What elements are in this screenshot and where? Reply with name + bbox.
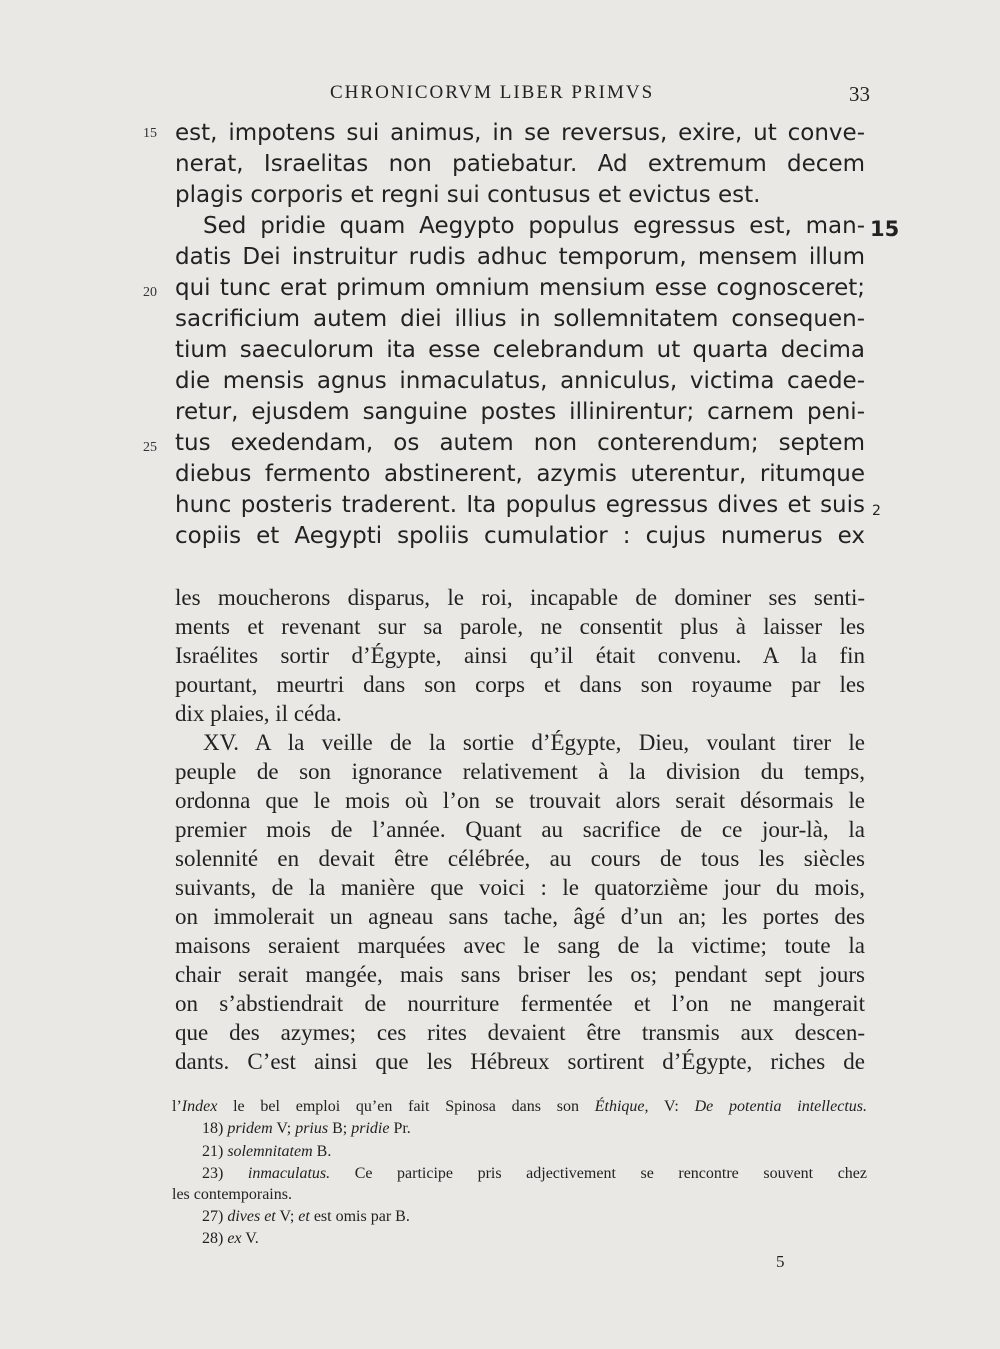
french-line: dants. C’est ainsi que les Hébreux sortirent d’Égypte, riches de [175,1049,865,1074]
folio-margin-mark: 2 [872,503,881,519]
french-line: dix plaies, il céda. [175,701,342,726]
footnote-line: l’Index le bel emploi qu’en fait Spinosa dans son Éthique, V: De potentia intellectus. [172,1098,868,1115]
page-number: 33 [849,82,870,106]
signature-mark: 5 [776,1252,785,1271]
french-line: Israélites sortir d’Égypte, ainsi qu’il était convenu. A la fin [175,643,865,668]
line-number-20: 20 [143,285,157,300]
latin-line: die mensis agnus inmaculatus, anniculus, victima caede- [175,368,865,394]
latin-line: tium saeculorum ita esse celebrandum ut quarta decima [175,337,865,363]
footnote-27: 27) dives et V; et est omis par B. [202,1208,410,1225]
french-line: ordonna que le mois où l’on se trouvait alors serait désormais le [175,788,865,813]
french-line: maisons seraient marquées avec le sang de la victime; toute la [175,933,865,958]
french-line: peuple de son ignorance relativement à la division du temps, [175,759,865,784]
latin-line: plagis corporis et regni sui contusus et evictus est. [175,182,761,208]
latin-line: retur, ejusdem sanguine postes illinirentur; carnem peni- [175,399,865,425]
running-header [330,82,870,112]
latin-line: est, impotens sui animus, in se reversus, exire, ut conve- [175,120,865,146]
latin-line: copiis et Aegypti spoliis cumulatior : cujus numerus ex [175,523,865,549]
line-number-25: 25 [143,440,157,455]
footnote-23-cont: les contemporains. [172,1186,292,1203]
latin-line: datis Dei instruitur rudis adhuc temporum, mensem illum [175,244,865,270]
latin-line: hunc posteris traderent. Ita populus egressus dives et suis [175,492,865,518]
french-line: les moucherons disparus, le roi, incapable de dominer ses senti- [175,585,865,610]
french-line: on s’abstiendrait de nourriture fermentée et l’on ne mangerait [175,991,865,1016]
footnote-21: 21) solemnitatem B. [202,1143,332,1160]
french-line: premier mois de l’année. Quant au sacrifice de ce jour-là, la [175,817,865,842]
latin-line: nerat, Israelitas non patiebatur. Ad extremum decem [175,151,865,177]
latin-line: sacrificium autem diei illius in sollemnitatem consequen- [175,306,865,332]
latin-line: tus exedendam, os autem non conterendum; septem [175,430,865,456]
french-line: XV. A la veille de la sortie d’Égypte, Dieu, voulant tirer le [203,730,865,755]
latin-line: diebus fermento abstinerent, azymis uterentur, ritumque [175,461,865,487]
footnote-23: 23) inmaculatus. Ce participe pris adjectivement se rencontre souvent chez [202,1165,867,1182]
french-line: suivants, de la manière que voici : le quatorzième jour du mois, [175,875,865,900]
french-line: que des azymes; ces rites devaient être transmis aux descen- [175,1020,865,1045]
footnote-28: 28) ex V. [202,1230,259,1247]
latin-line: Sed pridie quam Aegypto populus egressus est, man- [203,213,865,239]
footnote-18: 18) pridem V; prius B; pridie Pr. [202,1120,411,1137]
french-line: on immolerait un agneau sans tache, âgé d’un an; les portes des [175,904,865,929]
french-line: ments et revenant sur sa parole, ne consentit plus à laisser les [175,614,865,639]
latin-line: qui tunc erat primum omnium mensium esse cognosceret; [175,275,865,301]
french-line: chair serait mangée, mais sans briser les os; pendant sept jours [175,962,865,987]
french-line: pourtant, meurtri dans son corps et dans son royaume par les [175,672,865,697]
running-title: CHRONICORVM LIBER PRIMVS [330,82,655,103]
line-number-15: 15 [143,126,157,141]
french-line: solennité en devait être célébrée, au cours de tous les siècles [175,846,865,871]
chapter-margin-number: 15 [870,217,900,241]
